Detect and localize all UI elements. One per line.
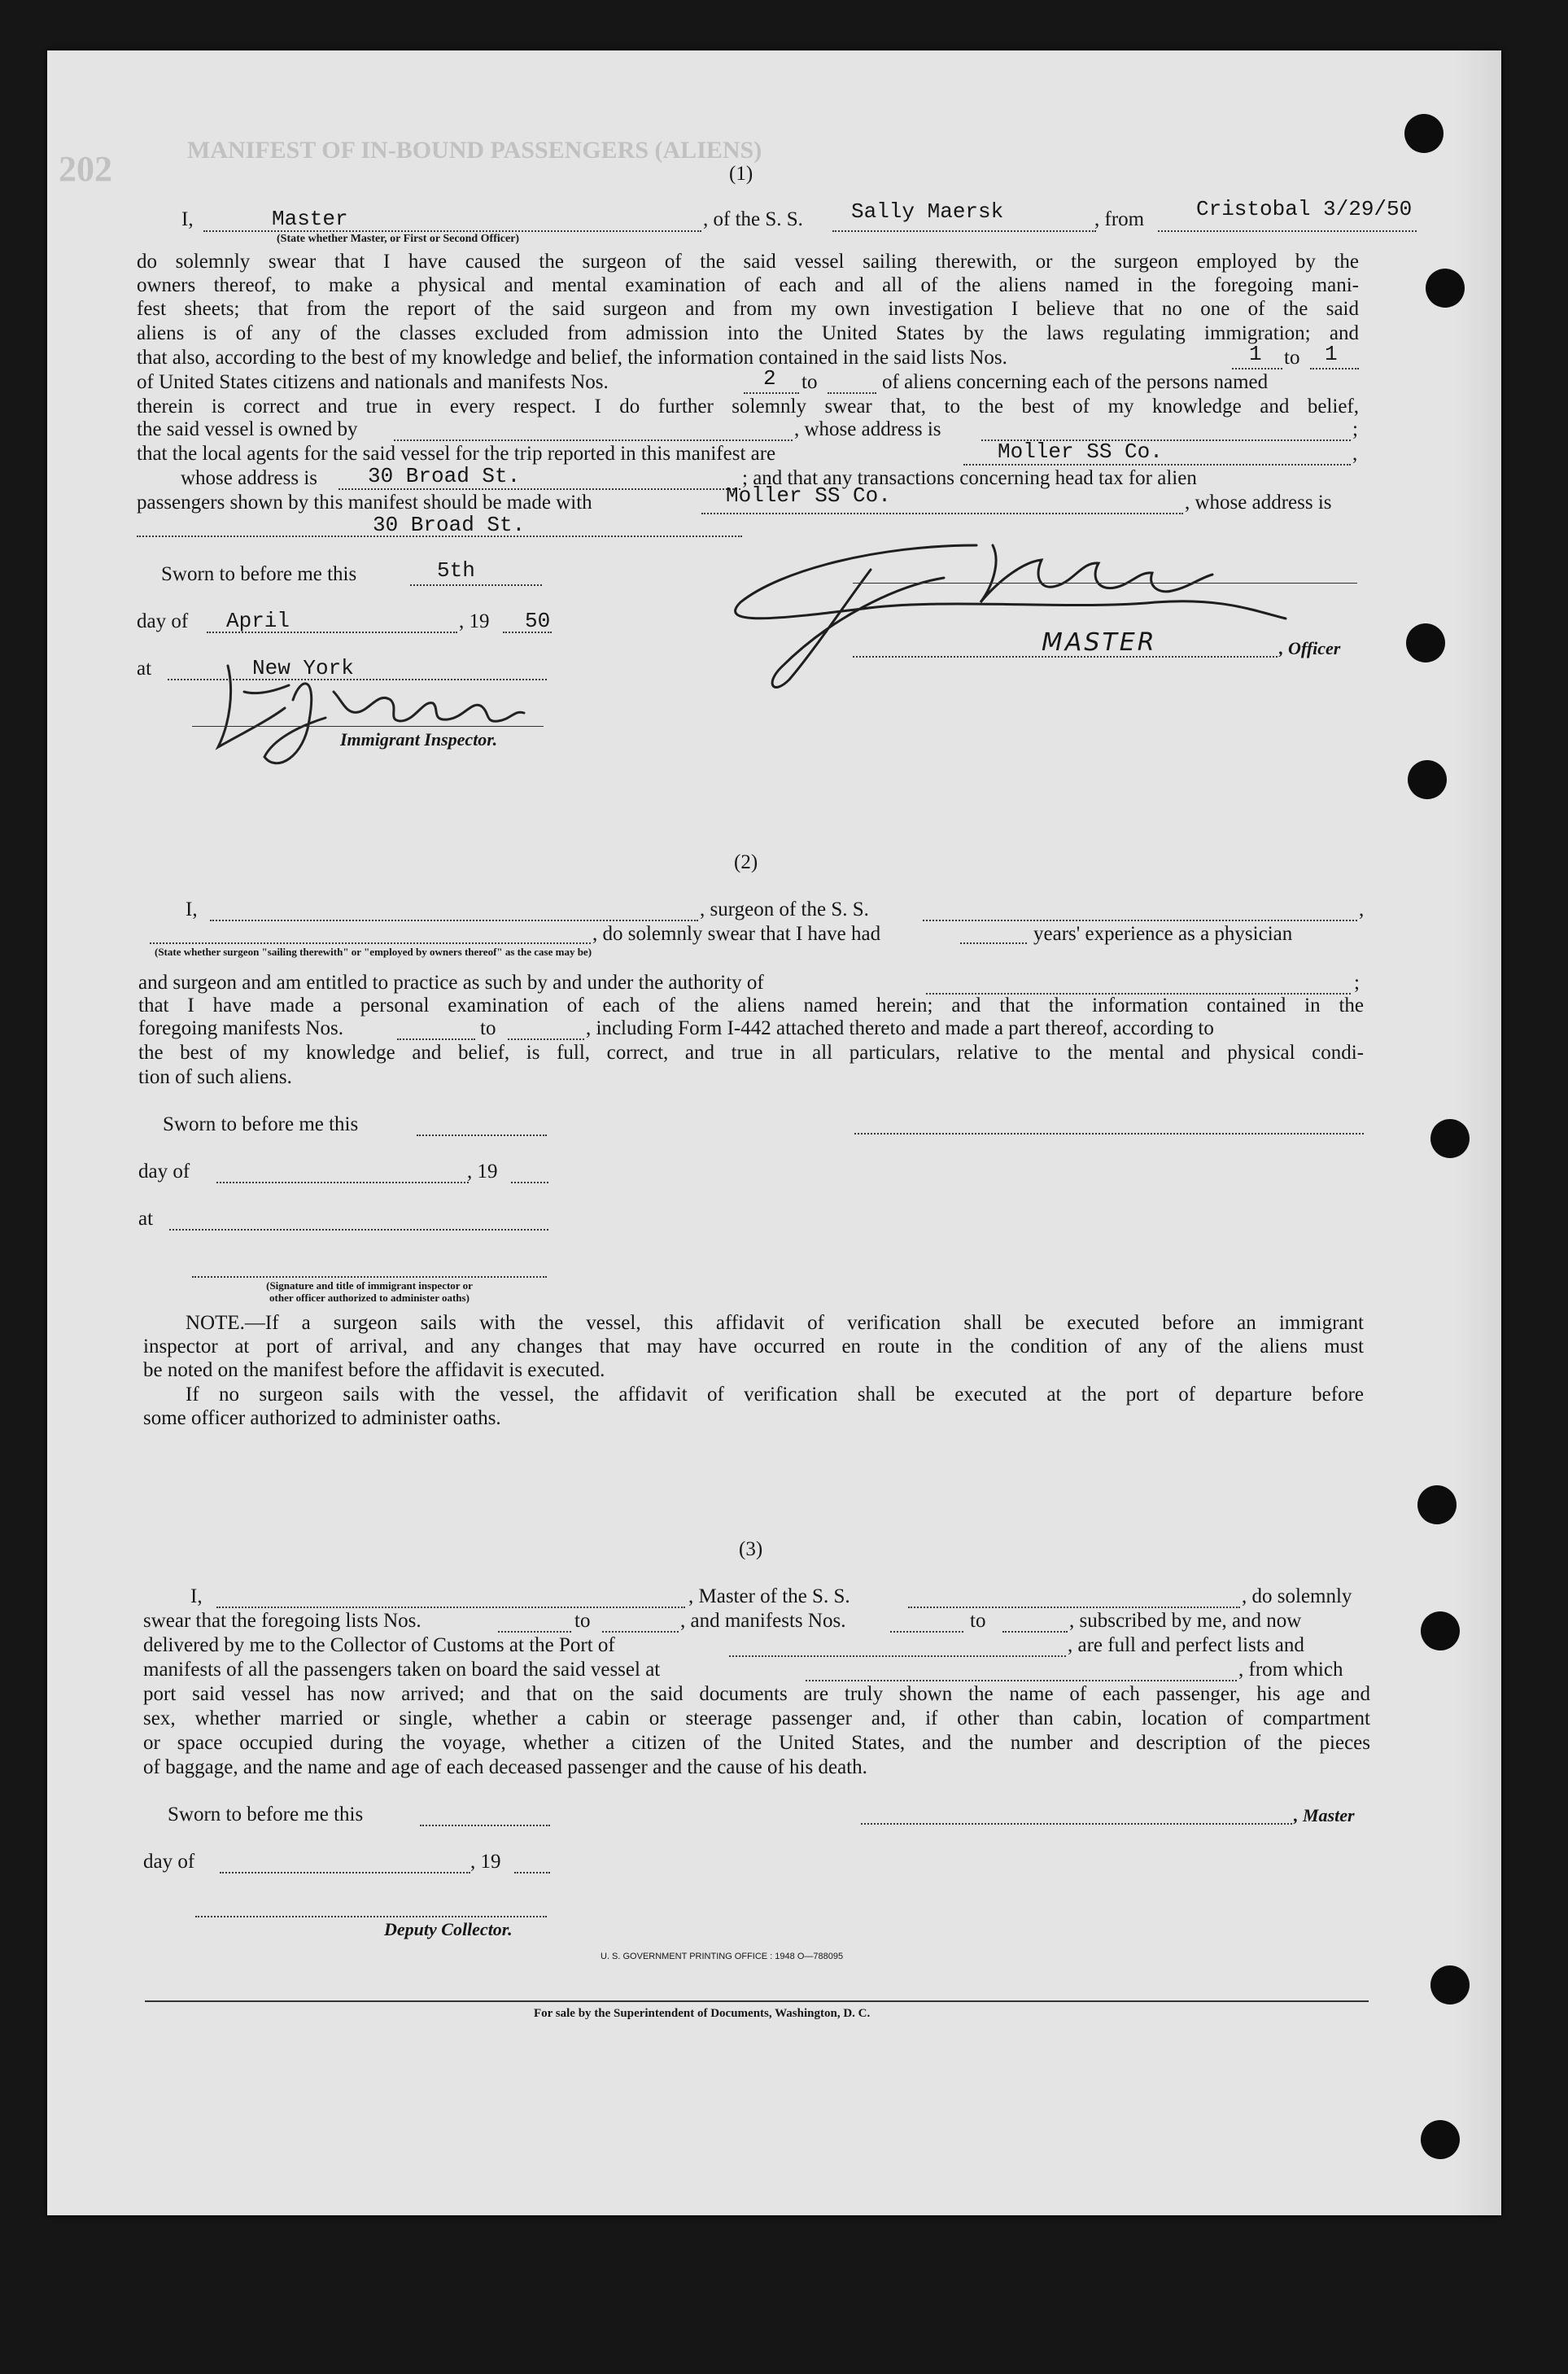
punch-hole	[1417, 1485, 1457, 1524]
dotted-line	[508, 1038, 584, 1040]
text-line: of baggage, and the name and age of each deceased passenger and the cause of his death.	[143, 1756, 867, 1778]
text: to	[574, 1610, 591, 1632]
dotted-line	[1002, 1631, 1068, 1633]
text: Sworn to before me this	[161, 563, 357, 585]
dotted-line	[216, 1182, 469, 1183]
text: , from which	[1238, 1659, 1343, 1681]
section-1-number: (1)	[729, 163, 753, 185]
dotted-line	[220, 1872, 470, 1873]
text-line: owners thereof, to make a physical and mental examination of each and all of the aliens named in the foregoing mani-	[137, 274, 1359, 296]
section-2-number: (2)	[734, 851, 758, 873]
head-tax-address: 30 Broad St.	[373, 513, 526, 537]
text: the said vessel is owned by	[137, 418, 358, 440]
dotted-line	[192, 1276, 547, 1278]
dotted-line	[832, 230, 1096, 232]
text: whose address is	[181, 467, 318, 489]
dotted-line	[169, 1229, 548, 1231]
sworn-place: New York	[252, 656, 354, 680]
dotted-line	[216, 1607, 685, 1608]
text-line: fest sheets; that from the report of the said surgeon and from my own investigation I believe that no one of the said	[137, 298, 1359, 320]
text: ,	[1359, 898, 1365, 920]
dotted-line	[1310, 368, 1359, 369]
dotted-line	[511, 1182, 548, 1183]
text: , of the S. S.	[703, 208, 803, 230]
text-line: the best of my knowledge and belief, is full, correct, and true in all particulars, relative to the mental and physical condi-	[138, 1042, 1364, 1064]
punch-hole	[1408, 760, 1447, 799]
dotted-line	[1158, 230, 1417, 232]
sworn-month: April	[226, 609, 290, 633]
punch-hole	[1404, 114, 1444, 153]
text: that the local agents for the said vessel for the trip reported in this manifest are	[137, 443, 776, 465]
dotted-line	[417, 1135, 547, 1136]
dotted-line	[963, 464, 1351, 466]
text: , Master of the S. S.	[688, 1585, 850, 1607]
text: , do solemnly swear that I have had	[592, 923, 881, 945]
faded-page-number: 202	[59, 149, 112, 189]
master-signature	[732, 513, 1318, 700]
dotted-line	[394, 439, 793, 441]
manifests-from: 2	[763, 366, 776, 391]
text: to	[801, 371, 818, 393]
text: of United States citizens and nationals and manifests Nos.	[137, 371, 609, 393]
text: , including Form I-442 attached thereto and made a part thereof, according to	[586, 1017, 1214, 1039]
text-line: therein is correct and true in every respect. I do further solemnly swear that, to the best of my knowledge and belief,	[137, 396, 1359, 418]
text: ; and that any transactions concerning head tax for alien	[742, 467, 1197, 489]
text-line: port said vessel has now arrived; and that on the said documents are truly shown the name of each passenger, his age and	[143, 1683, 1370, 1705]
text: , are full and perfect lists and	[1068, 1634, 1304, 1656]
faded-form-title: MANIFEST OF IN-BOUND PASSENGERS (ALIENS)	[187, 137, 762, 164]
text: years' experience as a physician	[1033, 923, 1293, 945]
punch-hole	[1426, 269, 1465, 308]
note-line: inspector at port of arrival, and any changes that may have occurred en route in the condition of any of the aliens must	[143, 1336, 1364, 1358]
dotted-line	[828, 392, 876, 394]
surgeon-note: (State whether surgeon "sailing therewith" or "employed by owners thereof" as the case may be)	[155, 946, 592, 958]
text-line: that I have made a personal examination of each of the aliens named herein; and that the information contained in the	[138, 995, 1364, 1016]
dotted-line	[923, 920, 1357, 921]
dotted-line	[195, 1916, 547, 1917]
deputy-label: Deputy Collector.	[384, 1919, 513, 1939]
text: day of	[138, 1161, 190, 1183]
text-line: sex, whether married or single, whether a cabin or steerage passenger and, if other than cabin, location of compartment	[143, 1707, 1370, 1729]
text: day of	[143, 1851, 195, 1873]
text: ,	[1352, 443, 1358, 465]
dotted-line	[908, 1607, 1240, 1608]
dotted-line	[514, 1872, 550, 1873]
text: day of	[137, 610, 189, 632]
text: , surgeon of the S. S.	[700, 898, 869, 920]
officer-label: , Officer	[1279, 638, 1341, 658]
text: I,	[181, 208, 194, 230]
dotted-line	[420, 1825, 550, 1826]
dotted-line	[890, 1631, 963, 1633]
text: delivered by me to the Collector of Customs at the Port of	[143, 1634, 615, 1656]
text: Sworn to before me this	[163, 1113, 359, 1135]
text: to	[1284, 347, 1300, 369]
dotted-line	[210, 920, 698, 921]
note-line: If no surgeon sails with the vessel, the affidavit of verification shall be executed at the port of departure before	[186, 1384, 1364, 1406]
text: and surgeon and am entitled to practice as such by and under the authority of	[138, 972, 764, 994]
section-3-number: (3)	[739, 1538, 763, 1560]
dotted-line	[854, 1133, 1364, 1135]
agent-address: 30 Broad St.	[368, 464, 521, 488]
text: I,	[190, 1585, 203, 1607]
dotted-line	[498, 1631, 571, 1633]
text: , from	[1094, 208, 1145, 230]
text: swear that the foregoing lists Nos.	[143, 1610, 421, 1632]
text-line: aliens is of any of the classes excluded from admission into the United States by the laws regulating immigration; and	[137, 322, 1359, 344]
dotted-line	[806, 1680, 1237, 1681]
rank-note: (State whether Master, or First or Second Officer)	[277, 233, 520, 245]
text: , whose address is	[1185, 492, 1332, 514]
inspector-line	[192, 726, 544, 727]
local-agents: Moller SS Co.	[998, 439, 1163, 464]
text: manifests of all the passengers taken on board the said vessel at	[143, 1659, 661, 1681]
text: , 19	[459, 610, 490, 632]
departure-port: Cristobal 3/29/50	[1196, 197, 1413, 221]
punch-hole	[1430, 1119, 1470, 1158]
text: , 19	[467, 1161, 498, 1183]
dotted-line	[729, 1655, 1066, 1657]
head-tax-agent: Moller SS Co.	[726, 483, 891, 508]
dotted-line	[410, 584, 542, 586]
note-line: be noted on the manifest before the affidavit is executed.	[143, 1359, 605, 1381]
text: I,	[186, 898, 198, 920]
text: , whose address is	[794, 418, 941, 440]
text: Sworn to before me this	[168, 1803, 364, 1825]
dotted-line	[960, 942, 1027, 944]
text-line: do solemnly swear that I have caused the surgeon of the said vessel sailing therewith, or the surgeon employed by the	[137, 251, 1359, 273]
dotted-line	[861, 1823, 1292, 1825]
sworn-year: 50	[525, 609, 551, 633]
dotted-line	[744, 392, 799, 394]
text: foregoing manifests Nos.	[138, 1017, 344, 1039]
text: at	[137, 658, 152, 680]
text: of aliens concerning each of the persons named	[882, 371, 1269, 393]
footer-rule	[145, 2000, 1369, 2002]
gpo-imprint: U. S. GOVERNMENT PRINTING OFFICE : 1948 O—788095	[601, 1952, 844, 1961]
dotted-line	[150, 942, 591, 944]
text: , 19	[470, 1851, 501, 1873]
text: that also, according to the best of my knowledge and belief, the information contained in the said lists Nos.	[137, 347, 1007, 369]
text: , subscribed by me, and now	[1069, 1610, 1302, 1632]
dotted-line	[338, 488, 740, 490]
punch-hole	[1421, 2120, 1460, 2159]
text: , and manifests Nos.	[680, 1610, 846, 1632]
text-line: or space occupied during the voyage, whether a citizen of the United States, and the number and description of the pieces	[143, 1732, 1370, 1754]
text: passengers shown by this manifest should be made with	[137, 492, 592, 514]
dotted-line	[397, 1038, 475, 1040]
note-line: some officer authorized to administer oaths.	[143, 1407, 501, 1429]
punch-hole	[1430, 1965, 1470, 2005]
sale-notice: For sale by the Superintendent of Documents, Washington, D. C.	[534, 2007, 871, 2020]
signature-note: (Signature and title of immigrant inspector or other officer authorized to administer oaths)	[266, 1279, 473, 1304]
vessel-name: Sally Maersk	[851, 199, 1004, 224]
punch-hole	[1421, 1611, 1460, 1650]
text: , do solemnly	[1242, 1585, 1352, 1607]
text: ;	[1354, 972, 1360, 994]
dotted-line	[1232, 368, 1282, 369]
text: ;	[1352, 418, 1358, 440]
sworn-day: 5th	[437, 558, 475, 583]
master-signature-line	[853, 583, 1357, 584]
dotted-line	[602, 1631, 679, 1633]
text: to	[970, 1610, 986, 1632]
lists-from: 1	[1249, 342, 1262, 366]
lists-to: 1	[1325, 342, 1338, 366]
text: to	[480, 1017, 496, 1039]
text: at	[138, 1208, 154, 1230]
master-title: MASTER	[1042, 628, 1157, 657]
inspector-label: Immigrant Inspector.	[340, 729, 498, 750]
text-line: tion of such aliens.	[138, 1066, 292, 1088]
rank-value: Master	[272, 207, 348, 231]
punch-hole	[1406, 623, 1445, 662]
inspector-signature	[195, 643, 570, 781]
note-line: NOTE.—If a surgeon sails with the vessel, this affidavit of verification shall be executed before an immigrant	[186, 1312, 1364, 1334]
master-label: , Master	[1294, 1805, 1355, 1825]
